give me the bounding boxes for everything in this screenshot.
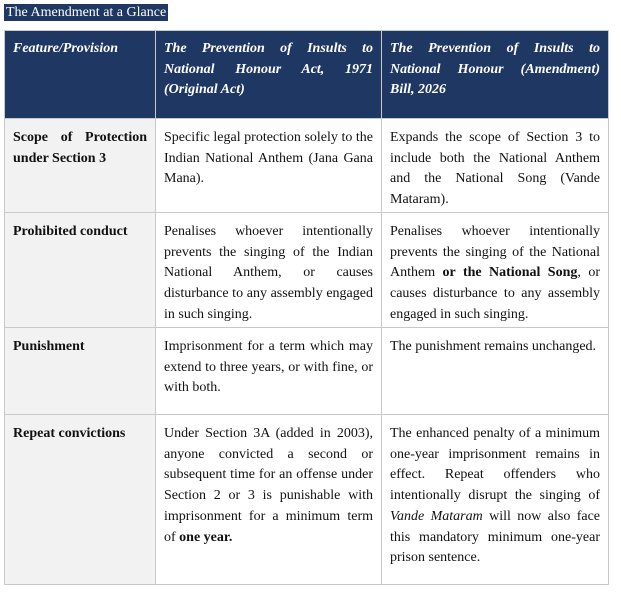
comparison-table [4, 30, 609, 585]
table-row [5, 328, 609, 415]
original-act-cell: Imprisonment for a term which may extend to three years, or with fine, or with both. [156, 328, 382, 415]
feature-cell: Punishment [5, 328, 156, 415]
amendment-cell [382, 415, 609, 585]
amendment-text: Penalises whoever intentionally prevents the singing of the National Anthem [390, 224, 600, 281]
header-feature: Feature/Provision [5, 31, 156, 119]
table-row [5, 213, 609, 328]
amendment-text: The enhanced penalty of a minimum one-year imprisonment remains in effect. Repeat offenders who intentionally disrupt the singing of [390, 426, 600, 504]
amendment-text: will now also face this mandatory minimum one-year prison sentence. [390, 508, 601, 566]
amendment-emphasis: Vande Mataram [390, 508, 483, 524]
table-row [5, 119, 609, 213]
original-act-cell: Penalises whoever intentionally prevents the singing of the Indian National Anthem, or causes disturbance to any assembly engaged in such singing. [156, 213, 382, 328]
amendment-cell: Expands the scope of Section 3 to include both the National Anthem and the National Song (Vande Mataram). [382, 119, 609, 213]
header-original-act: The Prevention of Insults to National Honour Act, 1971 (Original Act) [156, 31, 382, 119]
amendment-text: , or causes disturbance to any assembly engaged in such singing. [390, 265, 600, 322]
original-act-cell: Specific legal protection solely to the Indian National Anthem (Jana Gana Mana). [156, 119, 382, 213]
table-row [5, 415, 609, 585]
amendment-emphasis: or the National Song [442, 265, 578, 281]
amendment-cell [382, 213, 609, 328]
feature-cell: Prohibited conduct [5, 213, 156, 328]
feature-cell: Repeat convictions [5, 415, 156, 585]
section-heading: The Amendment at a Glance [6, 5, 167, 20]
original-act-cell [156, 415, 382, 585]
header-amendment-bill: The Prevention of Insults to National Honour (Amendment) Bill, 2026 [382, 31, 609, 119]
amendment-cell: The punishment remains unchanged. [382, 328, 609, 415]
feature-cell: Scope of Protection under Section 3 [5, 119, 156, 213]
original-text: Under Section 3A (added in 2003), anyone convicted a second or subsequent time for an offense under Section 2 or 3 is punishable with imprisonment for a minimum term of [164, 426, 373, 545]
original-emphasis: one year. [179, 529, 233, 545]
table-header-row [5, 31, 609, 119]
